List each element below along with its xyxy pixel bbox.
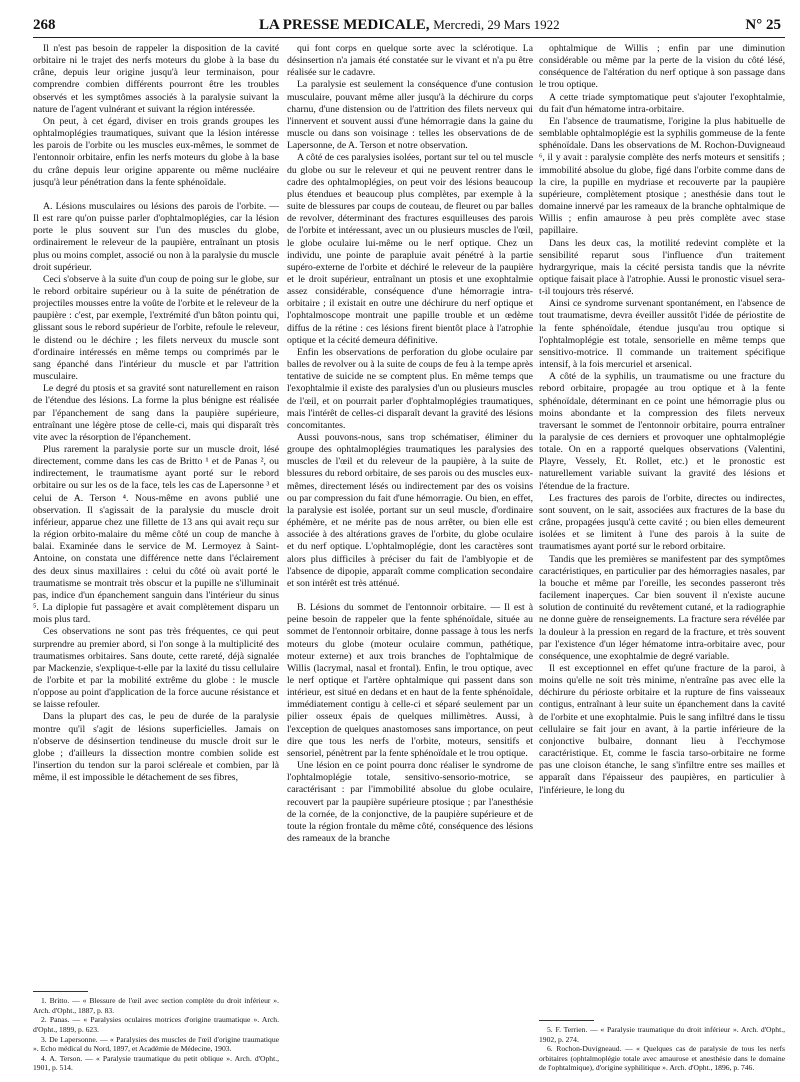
paragraph: ophtalmique de Willis ; enfin par une diminution considérable ou même par la perte de la vision du côté lésé, conséquence de l'altération du nerf optique à son passage dans le trou optique.: [539, 43, 785, 91]
footnotes-left: [33, 991, 279, 1073]
paragraph: En l'absence de traumatisme, l'origine la plus habituelle de semblable ophtalmoplégie est la syphilis gommeuse de la fente sphénoïdale. Dans les observations de M. Rochon-Duvigneaud ⁶, il y avait : paralysie complète des nerfs moteurs et sensitifs ; immobilité absolue du globe, figé dans l'orbite comme dans de la cire, la pupille en mydriase et recouverte par la paupière supérieure, complètement ptosique ; anesthésie dans tout le domaine innervé par les rameaux de la branche ophtalmique de Willis ; enfin amaurose à peu près complète avec stase papillaire.: [539, 115, 785, 237]
paragraph: Dans la plupart des cas, le peu de durée de la paralysie montre qu'il s'agit de lésions superficielles. Jamais on n'observe de désinsertion tendineuse du muscle droit sur le globe ; d'ailleurs la dissection montre combien solide est l'insertion du tendon sur la paroi scléreale et combien, par là même, il est impossible le détachement de ses fibres,: [33, 711, 279, 784]
section-b-paragraph: B. Lésions du sommet de l'entonnoir orbitaire. — Il est à peine besoin de rappeler que la fente sphénoïdale, située au sommet de l'entonnoir orbitaire, donne passage à tous les nerfs moteurs du globe (moteur oculaire commun, pathétique, moteur externe) et aux trois branches de l'ophtalmique de Willis (lacrymal, nasal et frontal). Enfin, le trou optique, avec le nerf optique et l'artère ophtalmique qui passent dans son intérieur, est situé en dedans et en haut de la fente sphénoïdale, immédiatement contigu à celle-ci et séparé seulement par un pilier osseux épais de quelques millimètres. Aussi, à l'exception de quelques anastomoses sans importance, on peut dire que tous les nerfs de l'orbite, moteurs, sensitifs et sensoriel, pénètrent par la fente sphénoïdale et le trou optique.: [287, 602, 533, 759]
paragraph: Le degré du ptosis et sa gravité sont naturellement en raison de l'étendue des lésions. La forme la plus bénigne est réalisée par l'épanchement de sang dans la paupière supérieure, entraînant une légère ptose de celle-ci, mais qui disparaît très vite avec la résorption de l'épanchement.: [33, 383, 279, 443]
paragraph: A côté de la syphilis, un traumatisme ou une fracture du rebord orbitaire, propagée au trou optique et à la fente sphénoïdale, déterminant en ce point une hémorragie plus ou moins abondante et la compression des filets nerveux traversant le sommet de l'entonnoir orbitaire, pourra entraîner la paralysie de ces derniers et provoquer une ophtalmoplégie totale. On en a rapporté quelques observations (Valentini, Playre, Vessely, Et. Rollet, etc.) et le pronostic est naturellement variable suivant la gravité des lésions et l'étendue de la fracture.: [539, 371, 785, 492]
issue-date: Mercredi, 29 Mars 1922: [433, 17, 560, 32]
footnote: 1. Britto. — « Blessure de l'œil avec section complète du droit inférieur ». Arch. d'Opht., 1887, p. 83.: [33, 996, 279, 1015]
footnote: 4. A. Terson. — « Paralysie traumatique du petit oblique ». Arch. d'Opht., 1901, p. 514.: [33, 1053, 279, 1073]
page-number: 268: [33, 17, 56, 33]
paragraph: qui font corps en quelque sorte avec la sclérotique. La désinsertion n'a jamais été constatée sur le vivant et n'a pu être réalisée sur le cadavre.: [287, 43, 533, 79]
column-1: [33, 43, 279, 1073]
paragraph: La paralysie est seulement la conséquence d'une contusion musculaire, pouvant même aller jusqu'à la déchirure du corps charnu, d'une distension ou de l'attrition des filets nerveux qui l'innervent et souvent aussi d'une hémorragie dans la gaine du muscle ou dans son voisinage : telles les observations de de Lapersonne, de A. Terson et notre observation.: [287, 79, 533, 152]
paragraph: Une lésion en ce point pourra donc réaliser le syndrome de l'ophtalmoplégie totale, sensitivo-sensorio-motrice, se caractérisant : par l'immobilité absolue du globe oculaire, recouvert par la paupière supérieure ptosique ; par l'anesthésie de la cornée, de la conjonctive, de la paupière supérieure et de toute la région frontale du même côté, conséquence des lésions des rameaux de la branche: [287, 760, 533, 844]
journal-name: LA PRESSE MEDICALE,: [259, 17, 430, 33]
footnote-rule: [539, 1020, 594, 1021]
paragraph: Plus rarement la paralysie porte sur un muscle droit, lésé directement, comme dans les cas de Britto ¹ et de Panas ², ou indirectement, le traumatisme ayant porté sur le rebord orbitaire ou sur les os de la face, tels les cas de Lapersonne ³ et celui de A. Terson ⁴. Nous-même en avons publié une observation. Il s'agissait de la paralysie du muscle droit inférieur, apparue chez une fillette de 13 ans qui avait reçu sur la région orbito-malaire du même côté un coup de manche à balai. Examinée dans le service de M. Lermoyez à Saint-Antoine, on constata une différence nette dans l'éclairement des deux sinus maxillaires : celui du côté où avait porté le traumatisme se montrait très obscur et la pupille ne s'illuminait pas, indice d'un épanchement sanguin dans l'intérieur du sinus ⁵. La diplopie fut passagère et avait complètement disparu un mois plus tard.: [33, 444, 279, 626]
journal-title: [259, 17, 560, 34]
paragraph: Ainsi ce syndrome survenant spontanément, en l'absence de tout traumatisme, devra éveiller aussitôt l'idée de périostite de la fente sphénoïdale, étendue jusqu'au trou optique si l'ophtalmoplégie est totale, sensorielle en même temps que sensitivo-motrice. Il commande un traitement spécifique intensif, à la fois mercuriel et arsenical.: [539, 298, 785, 371]
paragraph: Enfin les observations de perforation du globe oculaire par balles de revolver ou à la suite de coups de feu à la tempe après tentative de suicide ne se comptent plus. En même temps que l'exophtalmie il existe des paralysies d'un ou plusieurs muscles de l'œil, et on pourrait parler d'ophtalmoplégies traumatiques, mais l'intérêt de celles-ci disparaît devant la gravité des lésions concomitantes.: [287, 346, 533, 431]
footnote-rule: [33, 991, 88, 992]
paragraph: Aussi pouvons-nous, sans trop schématiser, éliminer du groupe des ophtalmoplégies traumatiques les paralysies des muscles de l'œil et du releveur de la paupière, à la suite de blessures du rebord orbitaire, de ses parois ou des muscles eux-mêmes, directement lésés ou indirectement par des os voisins ou par compression du fait d'une hémorragie. Ou bien, en effet, la paralysie est isolée, portant sur un seul muscle, d'ordinaire éphémère, et ne mérite pas de nous arrêter, ou bien elle est associée à des altérations graves de l'orbite, du globe oculaire et du nerf optique. L'ophtalmoplégie, dont les caractères sont alors plus difficiles à préciser du fait de l'amblyopie et de l'absence de dipopie, apparaît comme complication secondaire et son intérêt est très atténué.: [287, 432, 533, 589]
column-3: [539, 43, 785, 1073]
page-header: [33, 15, 785, 37]
footnote: 3. De Lapersonne. — « Paralysies des muscles de l'œil d'origine traumatique ». Echo médical du Nord, 1897, et Académie de Médecine, 1903.: [33, 1034, 279, 1054]
paragraph: Ces observations ne sont pas très fréquentes, ce qui peut surprendre au premier abord, si l'on songe à la multiplicité des traumatismes orbitaires. Sans doute, cette rareté, déjà signalée par Mackenzie, s'explique-t-elle par la laxité du tissu cellulaire de l'orbite et par la mobilité extrême du globe : le muscle n'oppose au point d'application de la force aucune résistance et se laisse refouler.: [33, 626, 279, 711]
footnote: 5. F. Terrien. — « Paralysie traumatique du droit inférieur ». Arch. d'Opht., 1902, p. 274.: [539, 1025, 785, 1044]
paragraph: Ceci s'observe à la suite d'un coup de poing sur le globe, sur le rebord orbitaire supérieur ou à la suite de pénétration de projectiles mousses entre la voûte de l'orbite et le releveur de la paupière : c'est, par exemple, l'extrémité d'un bâton pointu qui, glissant sous le rebord supérieur de l'orbite, refoule le releveur, le distend ou le déchire ; les filets nerveux du muscle sont d'ordinaire intéressés en même temps ou comprimés par le sang épanché dans l'intérieur du muscle et par l'attrition musculaire.: [33, 273, 279, 383]
issue-number: N° 25: [745, 17, 781, 33]
footnotes-right: [539, 1020, 785, 1073]
paragraph: A cette triade symptomatique peut s'ajouter l'exophtalmie, du fait d'un hématome intra-orbitaire.: [539, 91, 785, 115]
paragraph: On peut, à cet égard, diviser en trois grands groupes les ophtalmoplégies traumatiques, suivant que la lésion intéresse les parois de l'orbite ou les muscles eux-mêmes, le sommet de l'entonnoir orbitaire, enfin les nerfs moteurs du globe à la base du crâne depuis leur origine apparente ou même nucléaire jusqu'à leur pénétration dans la fente sphénoïdale.: [33, 115, 279, 188]
footnote: 6. Rochon-Duvigneaud. — « Quelques cas de paralysie de tous les nerfs orbitaires (ophtalmoplégie totale avec amaurose et anesthésie dans le domaine de l'ophtalmique), d'origine syphilitique ». Arch. d'Opht., 1896, p. 746.: [539, 1044, 785, 1073]
paragraph: Dans les deux cas, la motilité redevint complète et la sensibilité reparut sous l'influence d'un traitement hydrargyrique, mais la cécité persista tandis que la névrite optique faisait place à l'atrophie. Aussi le pronostic visuel sera-t-il toujours très réservé.: [539, 237, 785, 298]
paragraph: Il est exceptionnel en effet qu'une fracture de la paroi, à moins qu'elle ne soit très minime, n'entraîne pas avec elle la déchirure du périoste orbitaire et la rupture de fins vaisseaux contigus, entraînant à leur suite un épanchement dans la cavité de l'orbite et une exophtalmie. Puis le sang infiltré dans le tissu cellulaire se fait jour en avant, à la partie inférieure de la conjonctive bulbaire, donnant lieu à l'ecchymose caractéristique. Et, comme le fascia tarso-orbitaire ne forme pas une cloison étanche, le sang s'infiltre entre ses mailles et apparaît dans l'épaisseur des paupières, en particulier à l'inférieure, le long du: [539, 662, 785, 796]
section-a-paragraph: A. Lésions musculaires ou lésions des parois de l'orbite. — Il est rare qu'on puisse parler d'ophtalmoplégies, car la lésion porte le plus souvent sur l'un des muscles du globe, ordinairement le releveur de la paupière, entraînant un ptosis plus ou moins complet, associé ou non à la paralysie du muscle droit supérieur.: [33, 200, 279, 273]
header-rule: [33, 37, 785, 38]
paragraph: Les fractures des parois de l'orbite, directes ou indirectes, sont souvent, on le sait, associées aux fractures de la base du crâne, propagées jusqu'à cette cavité ; ou bien elles demeurent isolées et se limitent à l'une des parois à la suite de traumatismes ayant porté sur le rebord orbitaire.: [539, 492, 785, 553]
column-2: [287, 43, 533, 1073]
paragraph: A côté de ces paralysies isolées, portant sur tel ou tel muscle du globe ou sur le releveur et qui ne peuvent rentrer dans le cadre des ophtalmoplégies, on peut voir des lésions beaucoup plus étendues et beaucoup plus complètes, par exemple à la suite de blessures par coups de couteau, de fleuret ou par balles de revolver, déterminant des fractures esquilleuses des parois de l'orbite et intéressant, avec un ou plusieurs muscles de l'œil, le globe oculaire lui-même ou le nerf optique. Chez un individu, une pointe de parapluie avait pénétré à la partie supéro-externe de l'orbite et déchiré le releveur de la paupière et le droit supérieur, entraînant un ptosis et une exophtalmie assez considérable, conséquence d'une hémorragie intra-orbitaire ; il existait en outre une déchirure du nerf optique et l'ophtalmoscope montrait une papille trouble et un œdème diffus de la rétine : ces lésions firent bientôt place à l'atrophie optique et la cécité demeura définitive.: [287, 152, 533, 346]
footnote: 2. Panas. — « Paralysies oculaires motrices d'origine traumatique ». Arch. d'Opht., 1899, p. 623.: [33, 1015, 279, 1035]
paragraph: Tandis que les premières se manifestent par des symptômes caractéristiques, en particulier par des hémorragies nasales, par la bouche et même par l'oreille, les secondes passeront très facilement inaperçues. Car bien souvent il n'existe aucune solution de continuité du revêtement cutané, et la radiographie ne donne guère de renseignements. La fracture sera révélée par la douleur à la pression en regard de la fracture, et très souvent par l'existence d'un léger hématome intra-orbitaire avec, pour conséquence, une exophtalmie de degré variable.: [539, 553, 785, 662]
paragraph: Il n'est pas besoin de rappeler la disposition de la cavité orbitaire ni le trajet des nerfs moteurs du globe à la base du crâne, depuis leur origine jusqu'à leur terminaison, pour comprendre combien différents pourront être les troubles observés et les symptômes associés à la paralysie suivant la nature de l'agent vulnérant et suivant la région intéressée.: [33, 43, 279, 115]
